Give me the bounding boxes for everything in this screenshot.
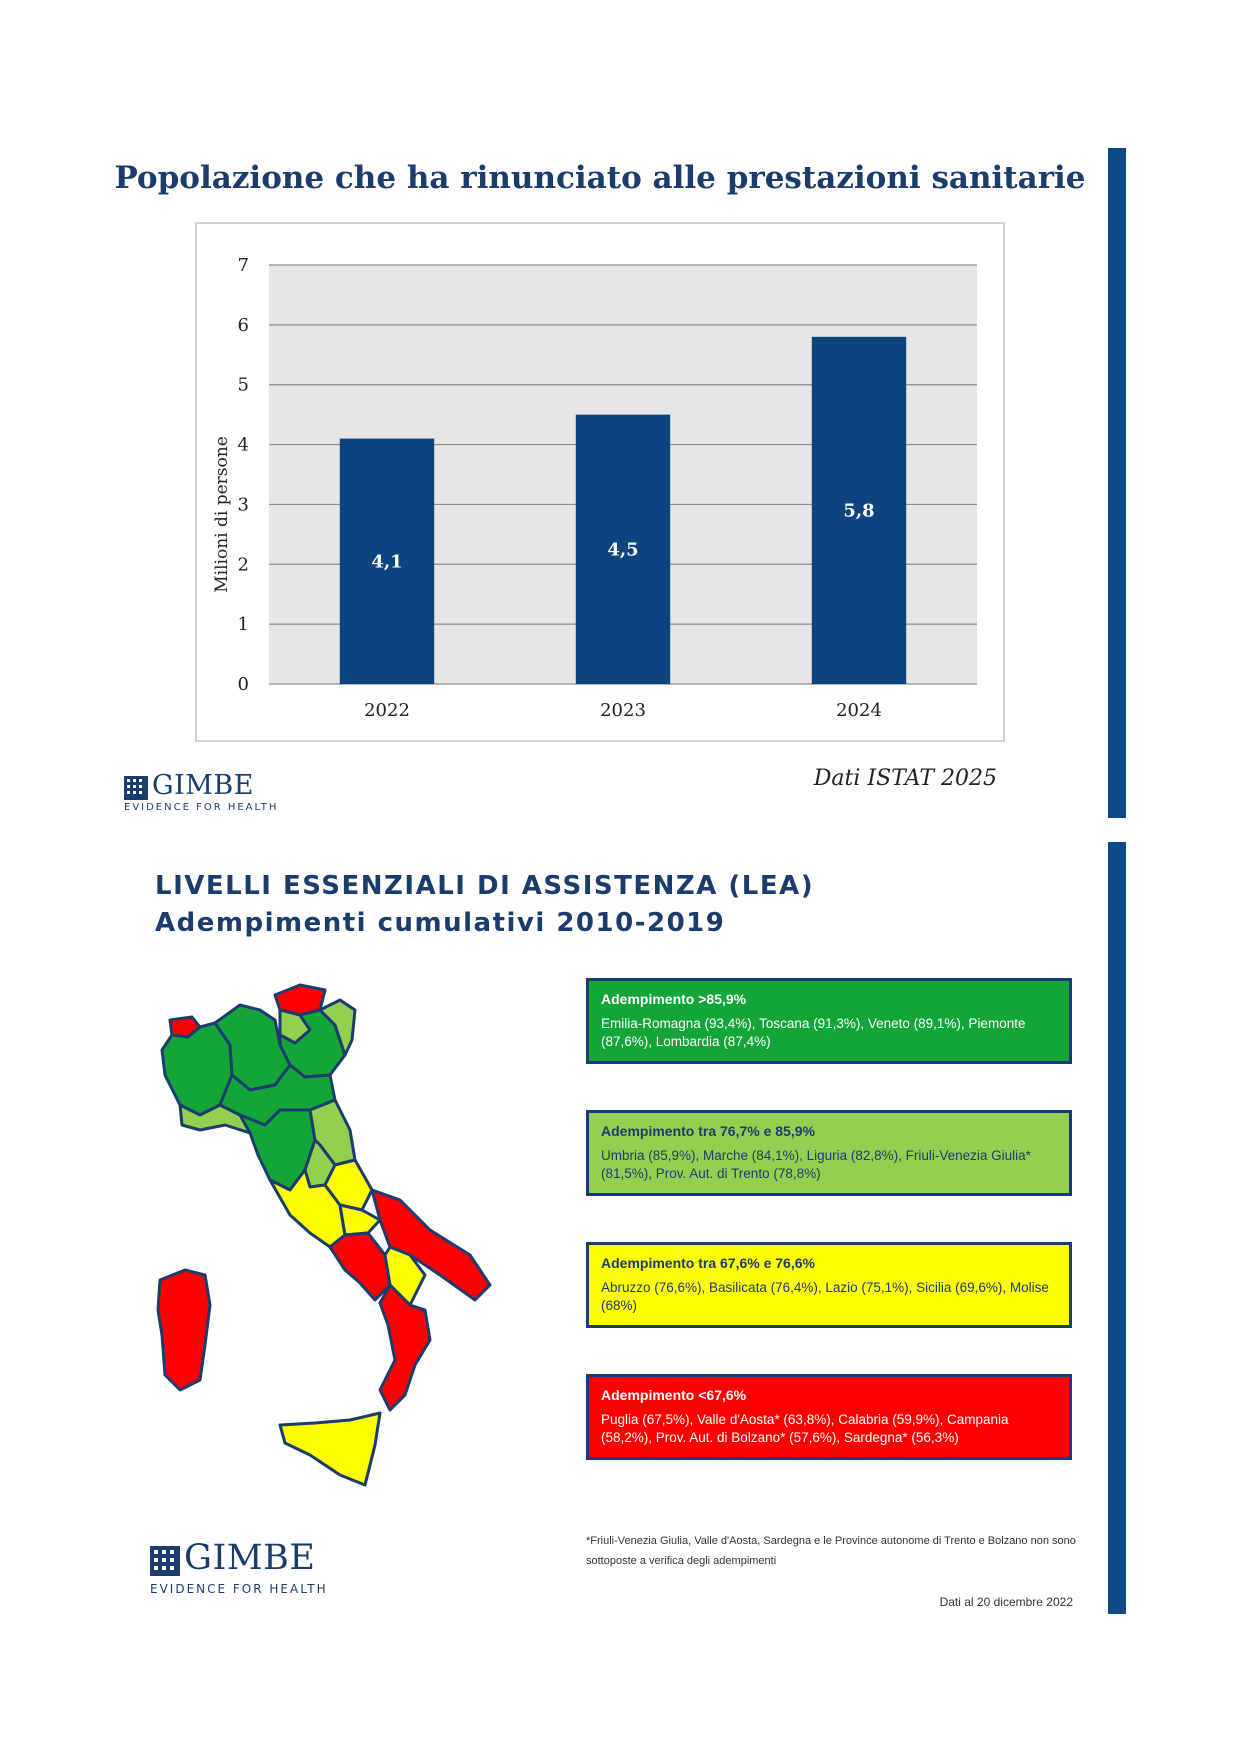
chart-title: Popolazione che ha rinunciato alle prestazioni sanitarie <box>114 160 1086 196</box>
side-accent-bar-bottom <box>1108 842 1126 1614</box>
lea-title <box>155 868 814 942</box>
gimbe-grid-icon <box>150 1546 180 1576</box>
region-sicilia <box>280 1413 380 1485</box>
legend-text: Umbria (85,9%), Marche (84,1%), Liguria (82,8%), Friuli-Venezia Giulia* (81,5%), Prov. Aut. di Trento (78,8%) <box>601 1148 1031 1181</box>
legend-heading: Adempimento >85,9% <box>601 991 747 1007</box>
x-tick-label: 2022 <box>364 700 410 721</box>
legend-text: Puglia (67,5%), Valle d'Aosta* (63,8%), Calabria (59,9%), Campania (58,2%), Prov. Aut. di Bolzano* (57,6%), Sardegna* (56,3%) <box>601 1412 1009 1445</box>
italy-map <box>140 965 570 1545</box>
gimbe-tagline: EVIDENCE FOR HEALTH <box>150 1582 328 1596</box>
bar-value-label: 5,8 <box>843 500 875 522</box>
lea-title-line1: LIVELLI ESSENZIALI DI ASSISTENZA (LEA) <box>155 871 815 901</box>
bar-chart <box>195 222 1005 742</box>
gimbe-tagline: EVIDENCE FOR HEALTH <box>124 802 279 813</box>
bar-chart-svg <box>197 224 1003 740</box>
x-tick-label: 2024 <box>836 700 882 721</box>
lea-date: Dati al 20 dicembre 2022 <box>939 1595 1073 1609</box>
legend-box-mid-high <box>586 1110 1072 1196</box>
region-molise <box>340 1205 380 1235</box>
y-axis-label: Milioni di persone <box>212 436 232 593</box>
legend-heading: Adempimento <67,6% <box>601 1387 747 1403</box>
region-calabria <box>380 1285 430 1410</box>
lea-footnote: *Friuli-Venezia Giulia, Valle d'Aosta, Sardegna e le Province autonome di Trento e Bolzano non sono sottoposte a verifica degli adempimenti <box>586 1535 1076 1567</box>
bar-value-label: 4,5 <box>607 539 639 561</box>
y-tick-label: 2 <box>237 554 249 576</box>
lea-title-line2: Adempimenti cumulativi 2010-2019 <box>155 908 726 938</box>
bar-value-label: 4,1 <box>371 551 403 573</box>
y-tick-label: 6 <box>237 314 249 336</box>
gimbe-grid-icon <box>124 776 148 800</box>
legend-box-mid-low <box>586 1242 1072 1328</box>
y-tick-label: 5 <box>237 374 249 396</box>
y-tick-label: 7 <box>237 255 249 276</box>
x-tick-label: 2023 <box>600 700 646 721</box>
y-tick-label: 0 <box>237 674 249 695</box>
legend-box-low <box>586 1374 1072 1460</box>
region-campania <box>330 1233 390 1300</box>
gimbe-wordmark: GIMBE <box>152 770 254 801</box>
gimbe-wordmark: GIMBE <box>184 1538 316 1578</box>
legend-heading: Adempimento tra 67,6% e 76,6% <box>601 1255 815 1271</box>
side-accent-bar-top <box>1108 148 1126 818</box>
chart-source: Dati ISTAT 2025 <box>813 766 997 791</box>
legend-text: Emilia-Romagna (93,4%), Toscana (91,3%), Veneto (89,1%), Piemonte (87,6%), Lombardia (87,4%) <box>601 1016 1026 1049</box>
y-tick-label: 4 <box>237 434 249 456</box>
y-tick-label: 1 <box>237 614 249 636</box>
legend-text: Abruzzo (76,6%), Basilicata (76,4%), Lazio (75,1%), Sicilia (69,6%), Molise (68%) <box>601 1280 1049 1313</box>
y-tick-label: 3 <box>237 494 249 516</box>
legend-box-high <box>586 978 1072 1064</box>
region-sardegna <box>158 1270 210 1390</box>
legend-heading: Adempimento tra 76,7% e 85,9% <box>601 1123 815 1139</box>
